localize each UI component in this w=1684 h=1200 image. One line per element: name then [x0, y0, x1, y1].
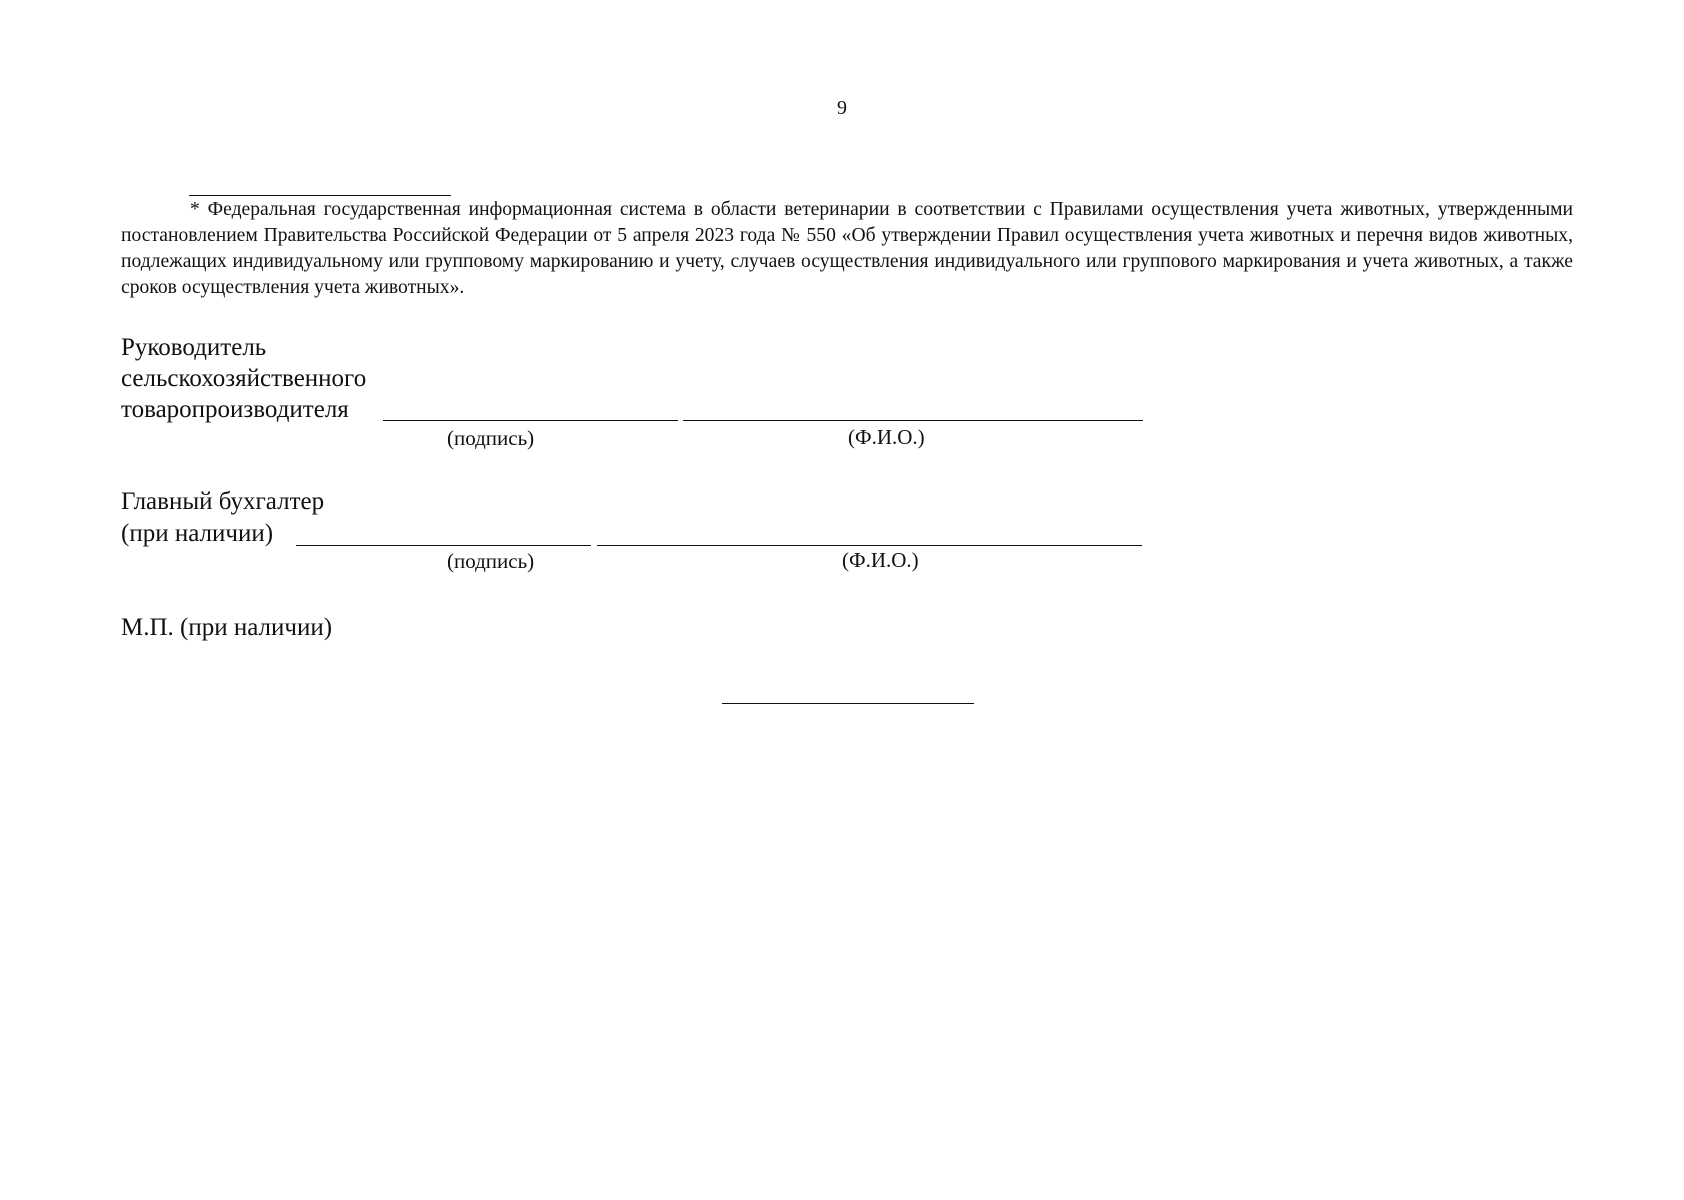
stamp-label: М.П. (при наличии) — [121, 614, 333, 641]
accountant-name-caption: (Ф.И.О.) — [842, 548, 919, 572]
accountant-name-line[interactable] — [597, 545, 1142, 546]
accountant-title-line-1: Главный бухгалтер — [121, 488, 325, 515]
head-signature-caption: (подпись) — [447, 426, 535, 450]
head-title-line-2: сельскохозяйственного — [121, 365, 367, 392]
head-title-line-3: товаропроизводителя — [121, 396, 349, 423]
end-of-document-rule — [722, 703, 974, 704]
page-number: 9 — [837, 97, 847, 119]
accountant-title-line-2: (при наличии) — [121, 520, 274, 547]
head-title-line-1: Руководитель — [121, 334, 267, 361]
accountant-signature-line[interactable] — [296, 545, 591, 546]
footnote-text: * Федеральная государственная информационная система в области ветеринарии в соответствии с Правилами осуществления учета животных, утвержденными постановлением Правительства Российской Федерации от 5 апреля 2023 года № 550 «Об утверждении Правил осуществления учета животных и перечня видов животных, подлежащих индивидуальному или групповому маркированию и учету, случаев осуществления индивидуального или группового маркирования и учета животных, а также сроков осуществления учета животных». — [121, 199, 1573, 298]
accountant-signature-caption: (подпись) — [447, 549, 535, 573]
head-name-caption: (Ф.И.О.) — [848, 425, 925, 449]
head-name-line[interactable] — [683, 420, 1143, 421]
head-signature-line[interactable] — [383, 420, 678, 421]
footnote-separator — [189, 195, 451, 196]
